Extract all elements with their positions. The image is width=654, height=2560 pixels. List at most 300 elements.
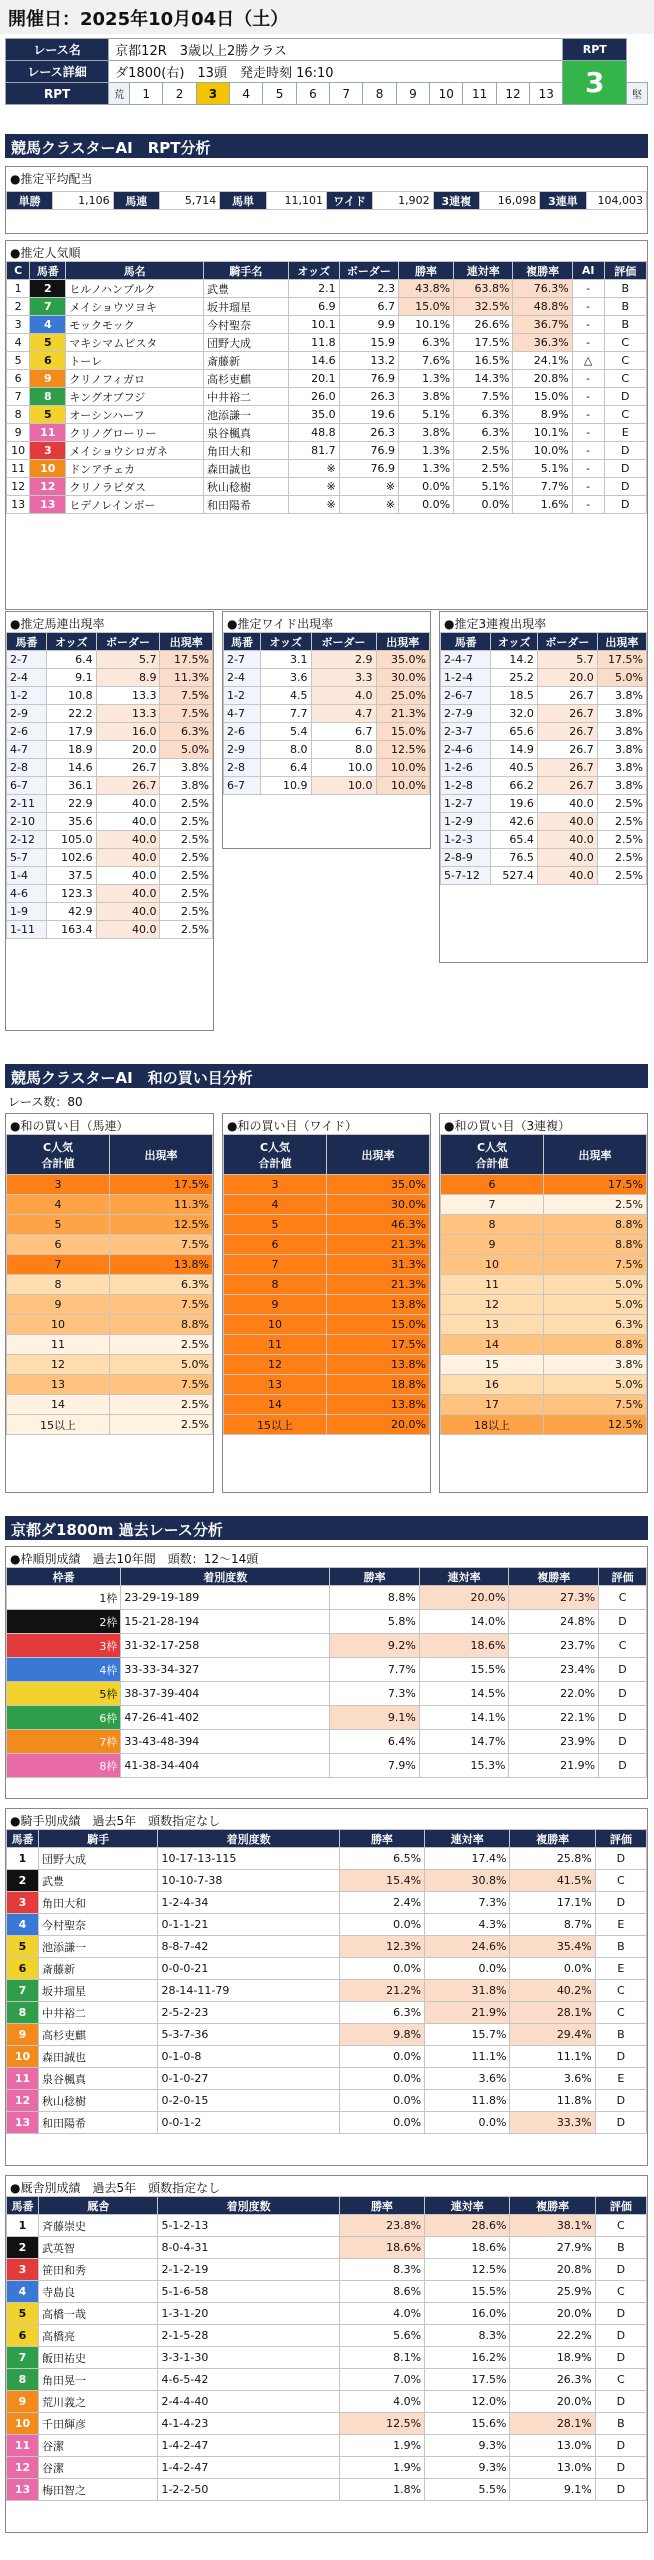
col-header: 評価	[599, 1568, 647, 1586]
table-cell: C	[595, 2369, 646, 2391]
table-cell: 中井裕二	[39, 2002, 158, 2024]
horse-number: 12	[30, 478, 66, 496]
stable-title: ●厩舎別成績 過去5年 頭数指定なし	[10, 2181, 221, 2195]
table-cell: 寺島良	[39, 2281, 158, 2303]
table-cell: 0.0%	[339, 2112, 424, 2134]
table-cell: 76.9	[339, 442, 398, 460]
table-cell: 7.0%	[339, 2369, 424, 2391]
col-header: C人気 合計値	[224, 1135, 327, 1175]
rpt-high-label: 堅	[627, 83, 648, 105]
table-cell: 1.3%	[399, 442, 454, 460]
popularity-table	[6, 261, 647, 514]
table-cell: D	[595, 2259, 646, 2281]
table-cell: 12	[441, 1295, 544, 1315]
table-row	[224, 651, 430, 669]
table-cell: 7.7%	[330, 1658, 420, 1682]
table-cell: 0.0%	[339, 1914, 424, 1936]
col-header: 評価	[595, 1830, 646, 1848]
table-cell: 17	[441, 1395, 544, 1415]
table-cell: 21.3%	[327, 1235, 430, 1255]
table-cell: 2.5%	[597, 831, 646, 849]
col-header: 出現率	[110, 1135, 213, 1175]
table-cell: 7.5%	[160, 687, 213, 705]
table-row	[7, 2281, 647, 2303]
waku-label: 8枠	[7, 1754, 121, 1778]
table-cell: 13	[7, 1375, 110, 1395]
wa-sanrenpuku-box	[439, 1113, 648, 1493]
table-cell: 48.8	[288, 424, 339, 442]
table-row	[7, 1395, 213, 1415]
table-cell: -	[572, 478, 604, 496]
table-cell: 2-7	[7, 651, 47, 669]
col-header: ボーダー	[96, 633, 160, 651]
table-cell: 11.1%	[425, 2046, 510, 2068]
table-cell: 2-10	[7, 813, 47, 831]
table-row	[7, 2090, 647, 2112]
table-cell: 7.5%	[454, 388, 513, 406]
table-cell: 22.1%	[509, 1706, 599, 1730]
table-cell: 8	[7, 406, 30, 424]
rpt-scale-13: 13	[530, 83, 563, 105]
table-cell: 6.7	[311, 723, 376, 741]
table-cell: 17.4%	[425, 1848, 510, 1870]
table-cell: 角田大和	[39, 1892, 158, 1914]
table-cell: 11.8%	[425, 2090, 510, 2112]
payout-label: 3連複	[433, 192, 479, 210]
table-row	[7, 1958, 647, 1980]
table-cell: 7.5%	[160, 705, 213, 723]
table-row	[441, 1175, 647, 1195]
stable-box	[5, 2175, 648, 2533]
table-cell: 高橋亮	[39, 2325, 158, 2347]
table-cell: 5-3-7-36	[158, 2024, 339, 2046]
table-cell: 40.0	[96, 813, 160, 831]
horse-number: 5	[7, 2303, 39, 2325]
table-cell: 2-1-5-28	[158, 2325, 339, 2347]
horse-number: 11	[7, 2068, 39, 2090]
table-cell: 0-1-1-21	[158, 1914, 339, 1936]
col-header: 枠番	[7, 1568, 121, 1586]
wa-wide-table	[223, 1134, 430, 1435]
table-cell: 14	[7, 1395, 110, 1415]
table-cell: 7.9%	[330, 1754, 420, 1778]
table-row	[7, 1335, 213, 1355]
table-cell: 9	[224, 1295, 327, 1315]
table-cell: 11.3%	[110, 1195, 213, 1215]
table-cell: 7.5%	[110, 1235, 213, 1255]
table-cell: D	[604, 388, 646, 406]
table-cell: 3-3-1-30	[158, 2347, 339, 2369]
table-cell: 1-4	[7, 867, 47, 885]
table-row	[7, 2369, 647, 2391]
table-cell: 0-0-1-2	[158, 2112, 339, 2134]
table-cell: 1-2-7	[441, 795, 491, 813]
horse-number: 7	[7, 1980, 39, 2002]
table-cell: 0.0%	[425, 1958, 510, 1980]
table-row	[7, 352, 647, 370]
table-cell: 9	[441, 1235, 544, 1255]
table-cell: 15.9	[339, 334, 398, 352]
payout-title: ●推定平均配当	[10, 172, 93, 186]
col-header: 馬番	[7, 1830, 39, 1848]
table-cell: B	[604, 316, 646, 334]
payout-box	[5, 166, 648, 234]
table-cell: 千田輝彦	[39, 2413, 158, 2435]
rpt-scale-3: 3	[196, 83, 229, 105]
table-cell: 5.0%	[597, 669, 646, 687]
table-cell: 18.9%	[510, 2347, 595, 2369]
table-cell: 20.8%	[510, 2259, 595, 2281]
table-cell: 8-0-4-31	[158, 2237, 339, 2259]
col-header: ボーダー	[311, 633, 376, 651]
table-row	[7, 813, 213, 831]
table-cell: 高杉吏麒	[204, 370, 289, 388]
table-cell: 8.9%	[513, 406, 572, 424]
table-cell: 6.3%	[454, 406, 513, 424]
table-cell: 18以上	[441, 1415, 544, 1435]
table-cell: 17.5%	[544, 1175, 647, 1195]
table-cell: 12.0%	[425, 2391, 510, 2413]
pop-header: AI	[572, 262, 604, 280]
table-cell: 中井裕二	[204, 388, 289, 406]
table-row	[224, 1255, 430, 1275]
table-row	[7, 2024, 647, 2046]
table-cell: E	[595, 1914, 646, 1936]
table-cell: B	[595, 2024, 646, 2046]
section-past-race: 京都ダ1800m 過去レース分析	[5, 1516, 648, 1540]
horse-name: マキシマムピスタ	[66, 334, 204, 352]
table-cell: 1-3-1-20	[158, 2303, 339, 2325]
table-cell: 今村聖奈	[39, 1914, 158, 1936]
table-cell: 3.6	[260, 669, 311, 687]
table-cell: △	[572, 352, 604, 370]
pop-header: C	[7, 262, 30, 280]
table-cell: 8.3%	[339, 2259, 424, 2281]
table-cell: 武豊	[204, 280, 289, 298]
horse-name: キングオブフジ	[66, 388, 204, 406]
table-cell: B	[604, 298, 646, 316]
table-cell: 5-7-12	[441, 867, 491, 885]
table-row	[7, 2325, 647, 2347]
table-cell: 15.5%	[425, 2281, 510, 2303]
table-cell: D	[595, 2391, 646, 2413]
table-row	[7, 741, 213, 759]
table-row	[7, 1355, 213, 1375]
col-header: 馬番	[7, 2197, 39, 2215]
table-cell: D	[595, 2112, 646, 2134]
table-cell: 10.0%	[513, 442, 572, 460]
table-row	[7, 406, 647, 424]
table-row	[7, 1936, 647, 1958]
table-cell: 40.0	[537, 867, 597, 885]
horse-number: 11	[30, 424, 66, 442]
table-cell: 10	[7, 442, 30, 460]
table-cell: ※	[288, 460, 339, 478]
col-header: 出現率	[544, 1135, 647, 1175]
table-cell: 武英智	[39, 2237, 158, 2259]
pop-header: 馬番	[30, 262, 66, 280]
table-row	[7, 1634, 647, 1658]
table-row	[7, 831, 213, 849]
table-cell: 8	[224, 1275, 327, 1295]
table-row	[224, 777, 430, 795]
pop-header: 馬名	[66, 262, 204, 280]
table-cell: 3.8%	[399, 424, 454, 442]
table-cell: 2.4%	[339, 1892, 424, 1914]
horse-number: 7	[30, 298, 66, 316]
table-cell: -	[572, 334, 604, 352]
table-cell: 5.5%	[425, 2479, 510, 2501]
payout-label: 単勝	[7, 192, 53, 210]
table-cell: 武豊	[39, 1870, 158, 1892]
table-cell: 35.4%	[510, 1936, 595, 1958]
table-cell: 15.0%	[399, 298, 454, 316]
table-cell: ※	[339, 496, 398, 514]
table-cell: 17.5%	[160, 651, 213, 669]
table-cell: 2-6	[7, 723, 47, 741]
table-cell: 9.8%	[339, 2024, 424, 2046]
table-row	[7, 370, 647, 388]
horse-name: クリノフィガロ	[66, 370, 204, 388]
table-cell: 65.6	[491, 723, 538, 741]
table-cell: 6-7	[7, 777, 47, 795]
table-cell: 3.8%	[160, 759, 213, 777]
table-cell: 2-6	[224, 723, 261, 741]
table-cell: 4.7	[311, 705, 376, 723]
table-cell: D	[595, 2479, 646, 2501]
umaren-title: ●推定馬連出現率	[10, 617, 105, 631]
col-header: 馬番	[7, 633, 47, 651]
table-cell: 6.3%	[399, 334, 454, 352]
table-cell: 梅田智之	[39, 2479, 158, 2501]
table-cell: 6.3%	[454, 424, 513, 442]
horse-number: 5	[30, 334, 66, 352]
col-header: 厩舎	[39, 2197, 158, 2215]
table-cell: D	[604, 442, 646, 460]
table-cell: 3.8%	[597, 723, 646, 741]
col-header: 出現率	[597, 633, 646, 651]
table-row	[7, 280, 647, 298]
table-cell: 2.5%	[454, 442, 513, 460]
table-cell: 76.9	[339, 460, 398, 478]
table-cell: 102.6	[47, 849, 97, 867]
table-cell: 4.0	[311, 687, 376, 705]
table-cell: 17.5%	[454, 334, 513, 352]
table-cell: 8.8%	[330, 1586, 420, 1610]
table-cell: 3.1	[260, 651, 311, 669]
table-cell: 3.8%	[597, 705, 646, 723]
table-cell: 5.8%	[330, 1610, 420, 1634]
table-row	[7, 1754, 647, 1778]
table-cell: 7.7%	[513, 478, 572, 496]
table-cell: 2-8-9	[441, 849, 491, 867]
table-row	[7, 478, 647, 496]
table-cell: 20.0	[96, 741, 160, 759]
payout-label: 馬連	[113, 192, 159, 210]
table-cell: B	[595, 2237, 646, 2259]
table-cell: 11.3%	[160, 669, 213, 687]
table-cell: 1-2-6	[441, 759, 491, 777]
table-cell: 2.5%	[544, 1195, 647, 1215]
rpt-scale-4: 4	[230, 83, 263, 105]
table-cell: 12.5%	[544, 1415, 647, 1435]
table-cell: 12.3%	[339, 1936, 424, 1958]
table-cell: 9.3%	[425, 2457, 510, 2479]
table-row	[441, 669, 647, 687]
race-info-table	[5, 38, 648, 105]
table-cell: 26.7	[537, 777, 597, 795]
horse-number: 8	[7, 2002, 39, 2024]
table-cell: 4-7	[7, 741, 47, 759]
table-cell: 15	[441, 1355, 544, 1375]
table-cell: 和田陽希	[39, 2112, 158, 2134]
table-cell: 2.5%	[110, 1415, 213, 1435]
table-row	[224, 1315, 430, 1335]
table-row	[7, 2237, 647, 2259]
table-cell: 28-14-11-79	[158, 1980, 339, 2002]
table-row	[7, 885, 213, 903]
table-cell: 5.6%	[339, 2325, 424, 2347]
table-row	[441, 1355, 647, 1375]
payout-value: 1,902	[373, 192, 433, 210]
table-cell: 22.2%	[510, 2325, 595, 2347]
horse-number: 12	[7, 2090, 39, 2112]
table-cell: C	[604, 352, 646, 370]
table-cell: 笹田和秀	[39, 2259, 158, 2281]
table-cell: 47-26-41-402	[121, 1706, 330, 1730]
table-row	[441, 813, 647, 831]
table-cell: 26.7	[96, 759, 160, 777]
col-header: オッズ	[260, 633, 311, 651]
table-cell: 1.9%	[339, 2435, 424, 2457]
table-cell: 森田誠也	[204, 460, 289, 478]
table-cell: 10.0	[311, 777, 376, 795]
col-header: 複勝率	[510, 2197, 595, 2215]
table-cell: 2-8	[224, 759, 261, 777]
table-cell: 6.7	[339, 298, 398, 316]
table-cell: D	[595, 2435, 646, 2457]
table-cell: 42.6	[491, 813, 538, 831]
horse-number: 13	[7, 2479, 39, 2501]
table-row	[224, 669, 430, 687]
table-row	[7, 1175, 213, 1195]
table-cell: 1.6%	[513, 496, 572, 514]
jockey-table	[6, 1829, 647, 2134]
table-row	[7, 1415, 213, 1435]
table-cell: 4.5	[260, 687, 311, 705]
table-row	[7, 759, 213, 777]
table-cell: 23.8%	[339, 2215, 424, 2237]
table-cell: 5.0%	[544, 1295, 647, 1315]
table-cell: 6.9	[288, 298, 339, 316]
table-cell: 2-4-6	[441, 741, 491, 759]
table-cell: 40.0	[96, 903, 160, 921]
table-cell: -	[572, 280, 604, 298]
table-cell: D	[604, 460, 646, 478]
table-cell: 斎藤新	[204, 352, 289, 370]
table-cell: 9	[7, 424, 30, 442]
col-header: 馬番	[441, 633, 491, 651]
table-cell: 12.5%	[110, 1215, 213, 1235]
table-cell: 3.8%	[597, 741, 646, 759]
waku-label: 7枠	[7, 1730, 121, 1754]
table-cell: 18.9	[47, 741, 97, 759]
table-cell: -	[572, 316, 604, 334]
rpt-scale-2: 2	[163, 83, 196, 105]
table-cell: D	[595, 2303, 646, 2325]
table-cell: 66.2	[491, 777, 538, 795]
race-count: レース数：80	[8, 1095, 83, 1109]
table-cell: 9.2%	[330, 1634, 420, 1658]
table-cell: 4.0%	[339, 2303, 424, 2325]
horse-number: 8	[30, 388, 66, 406]
table-row	[7, 1255, 213, 1275]
wide-box	[222, 611, 431, 849]
table-cell: 28.1%	[510, 2413, 595, 2435]
table-cell: 26.7	[537, 705, 597, 723]
table-row	[224, 741, 430, 759]
table-cell: 7	[441, 1195, 544, 1215]
table-cell: 12	[7, 1355, 110, 1375]
table-row	[441, 1195, 647, 1215]
table-cell: 2.5%	[160, 849, 213, 867]
table-cell: 14.1%	[419, 1706, 509, 1730]
table-cell: 13.0%	[510, 2457, 595, 2479]
table-cell: 2.5%	[597, 813, 646, 831]
table-cell: 1-2-8	[441, 777, 491, 795]
horse-number: 2	[7, 1870, 39, 1892]
table-row	[7, 1295, 213, 1315]
table-cell: 1-9	[7, 903, 47, 921]
table-cell: 23.4%	[509, 1658, 599, 1682]
table-cell: 2-8	[7, 759, 47, 777]
table-cell: 3.8%	[544, 1355, 647, 1375]
table-cell: 3.8%	[597, 777, 646, 795]
table-cell: 25.9%	[510, 2281, 595, 2303]
table-cell: 9.1	[47, 669, 97, 687]
table-cell: D	[599, 1706, 647, 1730]
table-row	[441, 867, 647, 885]
table-row	[7, 1892, 647, 1914]
section-rpt-analysis: 競馬クラスターAI RPT分析	[5, 134, 648, 158]
table-cell: 3	[224, 1175, 327, 1195]
table-cell: B	[595, 1936, 646, 1958]
table-cell: 5	[7, 352, 30, 370]
table-row	[7, 1706, 647, 1730]
table-cell: 0.0%	[454, 496, 513, 514]
table-cell: 4-1-4-23	[158, 2413, 339, 2435]
table-cell: 2.5%	[160, 831, 213, 849]
table-cell: 0.0%	[510, 1958, 595, 1980]
table-cell: 8.3%	[425, 2325, 510, 2347]
table-cell: 7	[7, 1255, 110, 1275]
horse-name: クリノグローリー	[66, 424, 204, 442]
table-cell: 2.5%	[454, 460, 513, 478]
table-cell: 11	[224, 1335, 327, 1355]
pop-header: 勝率	[399, 262, 454, 280]
table-cell: 4	[7, 334, 30, 352]
table-cell: 2.5%	[110, 1395, 213, 1415]
wa-umaren-box	[5, 1113, 214, 1493]
table-row	[441, 1295, 647, 1315]
table-cell: 41.5%	[510, 1870, 595, 1892]
table-cell: 38.1%	[510, 2215, 595, 2237]
table-cell: 今村聖奈	[204, 316, 289, 334]
payout-table	[6, 191, 647, 210]
rpt-scale-5: 5	[263, 83, 296, 105]
table-row	[224, 723, 430, 741]
table-cell: 2.5%	[160, 795, 213, 813]
